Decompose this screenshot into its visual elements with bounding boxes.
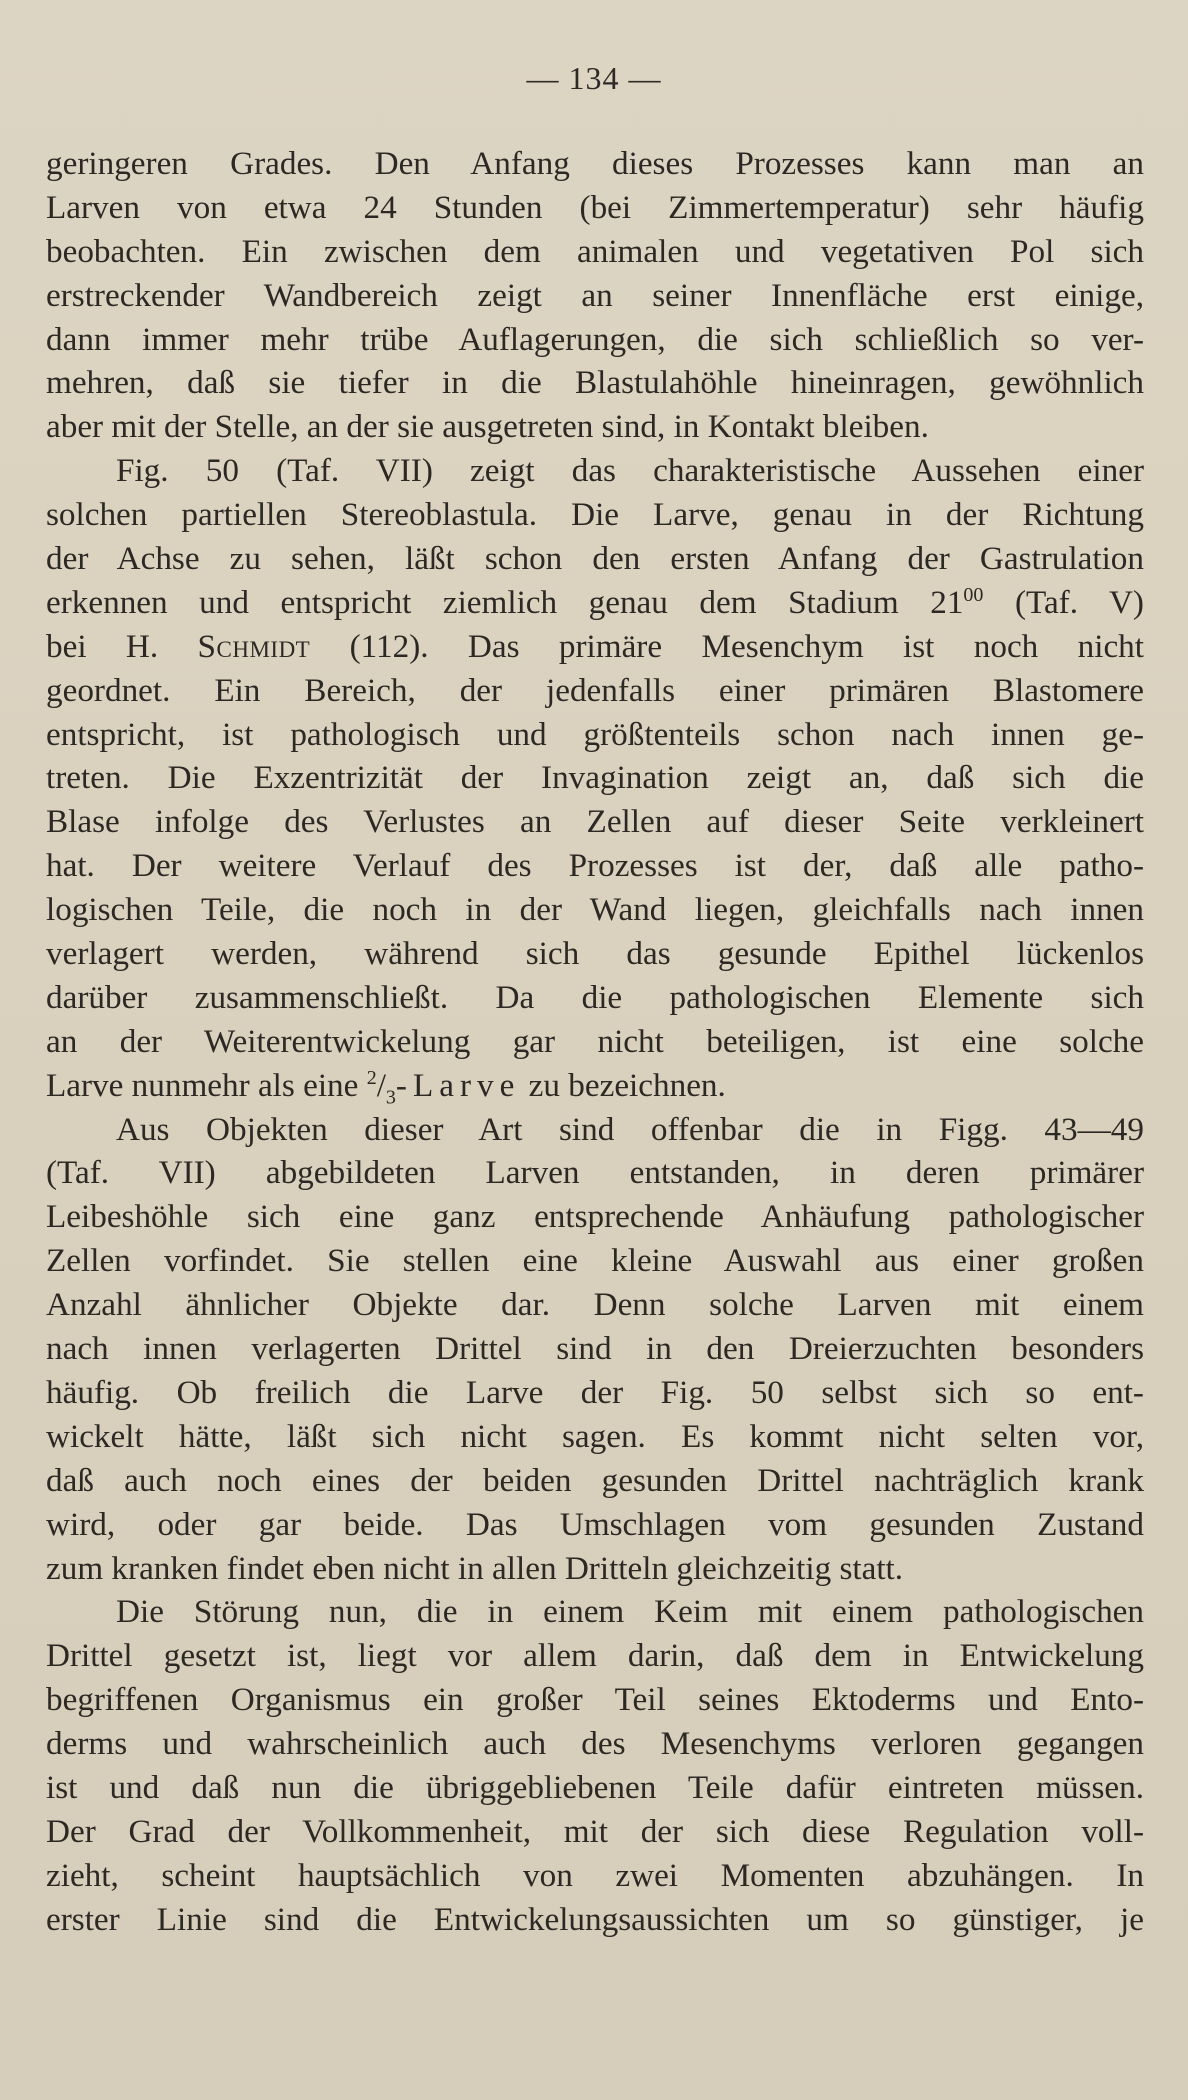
text-line: treten. Die Exzentrizität der Invagination zeigt an, daß sich die bbox=[46, 759, 1144, 797]
fraction-slash: / bbox=[376, 1066, 386, 1104]
text-line: Fig. 50 (Taf. VII) zeigt das charakteristische Aussehen einer bbox=[116, 452, 1144, 490]
text-line: Aus Objekten dieser Art sind offenbar die in Figg. 43—49 bbox=[116, 1110, 1144, 1148]
text-line: derms und wahrscheinlich auch des Mesenchyms verloren gegangen bbox=[46, 1725, 1144, 1763]
text-line: Blase infolge des Verlustes an Zellen auf dieser Seite verkleinert bbox=[46, 803, 1144, 841]
text-line: zum kranken findet eben nicht in allen Dritteln gleichzeitig statt. bbox=[46, 1549, 904, 1587]
author-name: Schmidt bbox=[197, 627, 311, 665]
text-line: dann immer mehr trübe Auflagerungen, die sich schließlich so ver- bbox=[46, 320, 1144, 358]
text-line: beobachten. Ein zwischen dem animalen und vegetativen Pol sich bbox=[46, 232, 1144, 270]
text-line: zieht, scheint hauptsächlich von zwei Momenten abzuhängen. In bbox=[46, 1856, 1144, 1894]
text-line: erkennen und entspricht ziemlich genau dem Stadium $21^{00}$ (Taf. V) bbox=[46, 583, 1144, 621]
text-line: Leibeshöhle sich eine ganz entsprechende Anhäufung pathologischer bbox=[46, 1198, 1144, 1236]
text-line: darüber zusammenschließt. Da die pathologischen Elemente sich bbox=[46, 978, 1144, 1016]
text-line: geordnet. Ein Bereich, der jedenfalls einer primären Blastomere bbox=[46, 671, 1144, 709]
text-line: (Taf. VII) abgebildeten Larven entstanden, in deren primärer bbox=[46, 1154, 1144, 1192]
fraction-numerator: 2 bbox=[366, 1066, 377, 1089]
text-line: wird, oder gar beide. Das Umschlagen vom gesunden Zustand bbox=[46, 1505, 1144, 1543]
text-line: mehren, daß sie tiefer in die Blastulahöhle hineinragen, gewöhnlich bbox=[46, 364, 1144, 402]
text-line: Die Störung nun, die in einem Keim mit einem pathologischen bbox=[116, 1593, 1144, 1631]
text-line: an der Weiterentwickelung gar nicht beteiligen, ist eine solche bbox=[46, 1022, 1144, 1060]
text-line: hat. Der weitere Verlauf des Prozesses ist der, daß alle patho- bbox=[46, 847, 1144, 885]
text-line: Anzahl ähnlicher Objekte dar. Denn solche Larven mit einem bbox=[46, 1286, 1144, 1324]
text-line: solchen partiellen Stereoblastula. Die Larve, genau in der Richtung bbox=[46, 496, 1144, 534]
text-line: Zellen vorfindet. Sie stellen eine kleine Auswahl aus einer großen bbox=[46, 1242, 1144, 1280]
body-text bbox=[46, 142, 1144, 1942]
text-line: Larven von etwa 24 Stunden (bei Zimmertemperatur) sehr häufig bbox=[46, 188, 1144, 226]
text-line: erster Linie sind die Entwickelungsaussichten um so günstiger, je bbox=[46, 1900, 1144, 1938]
text-line: aber mit der Stelle, an der sie ausgetreten sind, in Kontakt bleiben. bbox=[46, 408, 929, 446]
text-line: erstreckender Wandbereich zeigt an seiner Innenfläche erst einige, bbox=[46, 276, 1144, 314]
text-line: verlagert werden, während sich das gesunde Epithel lückenlos bbox=[46, 935, 1144, 973]
text-line: nach innen verlagerten Drittel sind in den Dreierzuchten besonders bbox=[46, 1330, 1144, 1368]
text-line: ist und daß nun die übriggebliebenen Teile dafür eintreten müssen. bbox=[46, 1768, 1144, 1806]
text-line: Larve nunmehr als eine $^2/_3$-Larve zu bezeichnen. bbox=[46, 1066, 726, 1109]
text-line: häufig. Ob freilich die Larve der Fig. 50 selbst sich so ent- bbox=[46, 1373, 1144, 1411]
text-line: logischen Teile, die noch in der Wand liegen, gleichfalls nach innen bbox=[46, 891, 1144, 929]
text-line: wickelt hätte, läßt sich nicht sagen. Es kommt nicht selten vor, bbox=[46, 1417, 1144, 1455]
page-number: — 134 — bbox=[526, 60, 662, 96]
text-line: Der Grad der Vollkommenheit, mit der sich diese Regulation voll- bbox=[46, 1812, 1144, 1850]
text-line: geringeren Grades. Den Anfang dieses Prozesses kann man an bbox=[46, 145, 1144, 182]
text-line: der Achse zu sehen, läßt schon den ersten Anfang der Gastrulation bbox=[46, 540, 1144, 578]
text-line: daß auch noch eines der beiden gesunden Drittel nachträglich krank bbox=[46, 1461, 1144, 1499]
text-line: bei H. Schmidt (112). Das primäre Mesenchym ist noch nicht bbox=[46, 627, 1144, 665]
superscript: 00 bbox=[963, 583, 984, 606]
spaced-term: -Larve bbox=[395, 1066, 521, 1104]
text-line: entspricht, ist pathologisch und größtenteils schon nach innen ge- bbox=[46, 715, 1144, 753]
text-line: begriffenen Organismus ein großer Teil seines Ektoderms und Ento- bbox=[46, 1681, 1144, 1719]
fraction-denominator: 3 bbox=[385, 1086, 396, 1109]
text-line: Drittel gesetzt ist, liegt vor allem darin, daß dem in Entwickelung bbox=[46, 1637, 1144, 1675]
